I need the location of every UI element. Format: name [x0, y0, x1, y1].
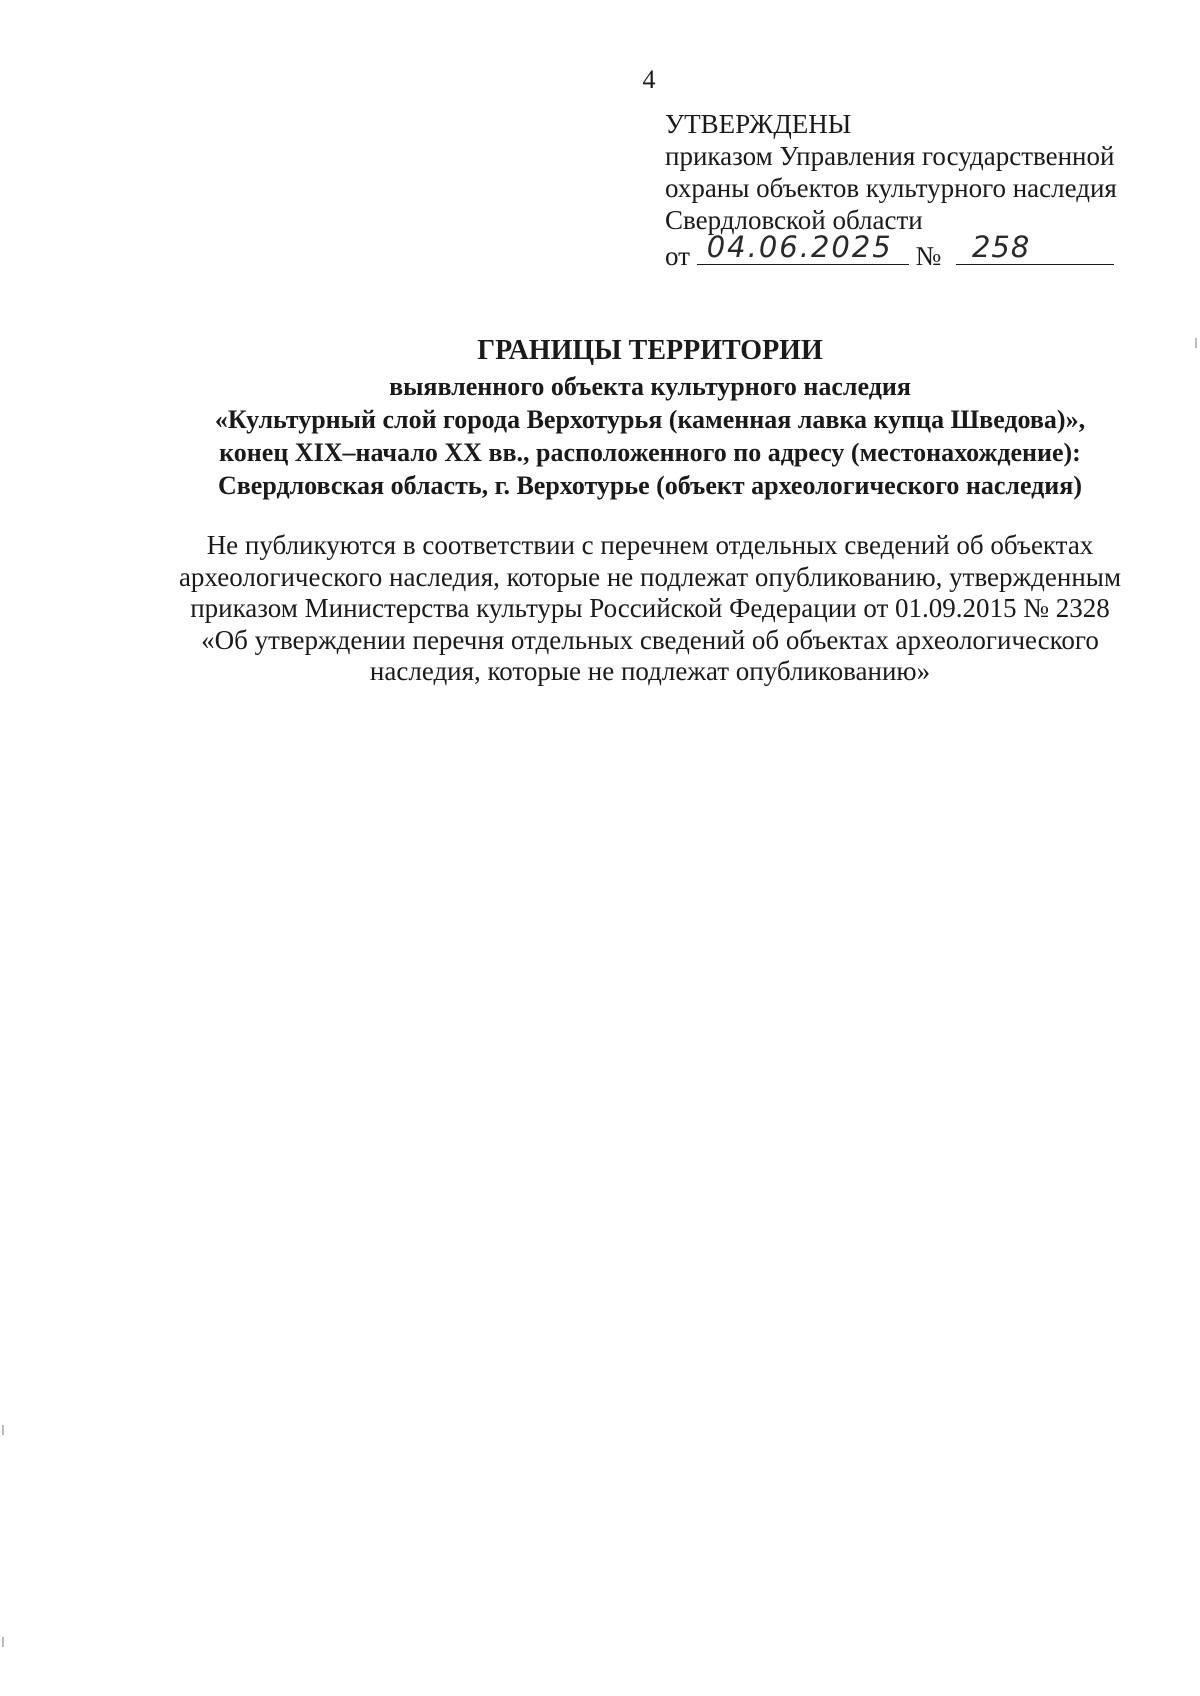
body-paragraph [120, 530, 1180, 688]
page-number: 4 [642, 65, 656, 94]
approval-stamp-block [665, 108, 1185, 270]
title-line: конец XIX–начало XX вв., расположенного по адресу (местонахождение): [219, 438, 1081, 467]
scan-margin-mark [2, 1425, 4, 1435]
date-prefix: от [665, 241, 690, 271]
body-line: наследия, которые не подлежат опубликованию» [369, 656, 931, 686]
body-line: археологического наследия, которые не подлежат опубликованию, утвержденным [178, 561, 1122, 592]
approval-line: Свердловской области [665, 205, 923, 235]
document-title [120, 333, 1180, 502]
title-line: Свердловская область, г. Верхотурье (объект археологического наследия) [217, 471, 1083, 500]
approval-line: охраны объектов культурного наследия [665, 173, 1117, 203]
number-fill-line [956, 230, 1114, 265]
body-line: приказом Министерства культуры Российской Федерации от 01.09.2015 № 2328 [190, 593, 1110, 623]
title-main: ГРАНИЦЫ ТЕРРИТОРИИ [477, 335, 823, 366]
title-line: «Культурный слой города Верхотурья (каменная лавка купца Шведова)», [214, 405, 1086, 434]
order-date-number-line [665, 230, 1185, 271]
approval-heading: УТВЕРЖДЕНЫ [665, 109, 852, 139]
scan-margin-mark [1195, 338, 1197, 348]
scan-margin-mark [2, 1637, 4, 1647]
date-fill-line [697, 230, 909, 265]
approval-line: приказом Управления государственной [665, 141, 1115, 171]
number-prefix: № [915, 241, 942, 271]
body-line: Не публикуются в соответствии с перечнем отдельных сведений об объектах [206, 530, 1094, 560]
handwritten-date: 04.06.2025 [706, 230, 893, 264]
handwritten-number: 258 [971, 230, 1031, 264]
body-line: «Об утверждении перечня отдельных сведений об объектах археологического [201, 624, 1099, 655]
title-line: выявленного объекта культурного наследия [389, 372, 911, 401]
